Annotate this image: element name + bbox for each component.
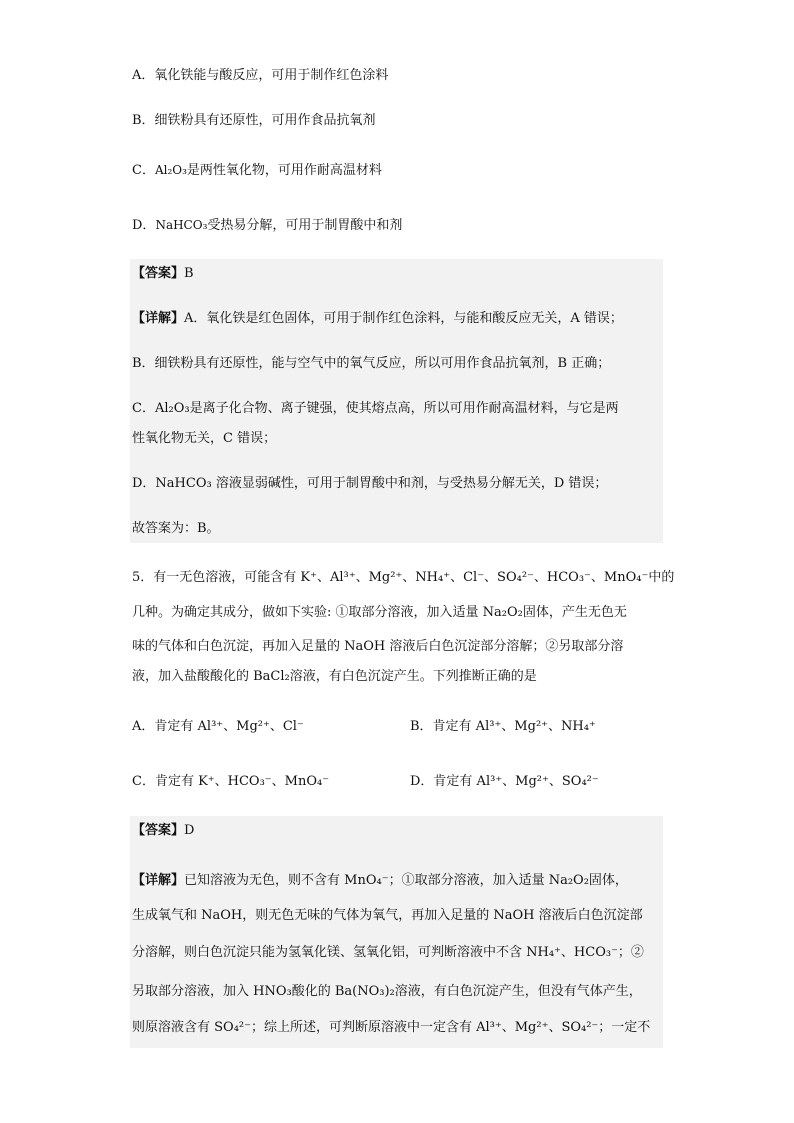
q4-detail-1-text: A．氧化铁是红色固体，可用于制作红色涂料，与能和酸反应无关，A 错误； xyxy=(184,311,623,326)
q5-stem-2: 几种。为确定其成分，做如下实验: ①取部分溶液，加入适量 Na₂O₂固体，产生无色无 xyxy=(132,605,627,620)
q4-option-c xyxy=(132,161,382,180)
q5-stem-3: 味的气体和白色沉淀，再加入足量的 NaOH 溶液后白色沉淀部分溶解；②另取部分溶 xyxy=(132,639,624,654)
q4-option-d-text: 受热易分解，可用于制胃酸中和剂 xyxy=(207,218,403,233)
q4-detail-label: 【详解】 xyxy=(132,311,185,326)
q4-option-c-prefix: C． xyxy=(132,163,155,178)
q5-detail-5: 则原溶液含有 SO₄²⁻；综上所述，可判断原溶液中一定含有 Al³⁺、Mg²⁺、SO₄²⁻；一定不 xyxy=(132,1020,651,1035)
q4-detail-2: B．细铁粉具有还原性，能与空气中的氧气反应，所以可用作食品抗氧剂，B 正确； xyxy=(132,356,611,371)
q4-option-c-text: 是两性氧化物，可用作耐高温材料 xyxy=(186,163,382,178)
q5-stem-1: 5．有一无色溶液，可能含有 K⁺、Al³⁺、Mg²⁺、NH₄⁺、Cl⁻、SO₄²⁻、HCO₃⁻、MnO₄⁻中的 xyxy=(132,570,675,585)
q4-option-b: B．细铁粉具有还原性，可用作食品抗氧剂 xyxy=(132,113,376,128)
q4-option-d-prefix: D． xyxy=(132,218,156,233)
q5-option-a: A．肯定有 Al³⁺、Mg²⁺、Cl⁻ xyxy=(132,719,304,734)
q4-option-a: A．氧化铁能与酸反应，可用于制作红色涂料 xyxy=(132,68,389,83)
q4-answer-value: B xyxy=(184,266,194,281)
q5-option-b: B．肯定有 Al³⁺、Mg²⁺、NH₄⁺ xyxy=(410,719,596,734)
q5-answer-block xyxy=(130,816,663,1048)
q5-detail-4: 另取部分溶液，加入 HNO₃酸化的 Ba(NO₃)₂溶液，有白色沉淀产生，但没有气体产生， xyxy=(132,984,642,999)
q5-detail-3: 分溶解，则白色沉淀只能为氢氧化镁、氢氧化铝，可判断溶液中不含 NH₄⁺、HCO₃⁻；② xyxy=(132,945,644,960)
q4-detail-3b: 性氧化物无关，C 错误； xyxy=(132,431,277,446)
q5-detail-2: 生成氧气和 NaOH，则无色无味的气体为氧气，再加入足量的 NaOH 溶液后白色沉淀部 xyxy=(132,908,643,923)
q5-option-c: C．肯定有 K⁺、HCO₃⁻、MnO₄⁻ xyxy=(132,774,330,789)
q5-answer-label: 【答案】 xyxy=(132,823,185,838)
q4-answer-label: 【答案】 xyxy=(132,266,185,281)
q5-option-d: D．肯定有 Al³⁺、Mg²⁺、SO₄²⁻ xyxy=(410,774,599,789)
q4-detail-3a: C．Al₂O₃是离子化合物、离子键强，使其熔点高，所以可用作耐高温材料，与它是两 xyxy=(132,401,619,416)
q4-detail-4: D．NaHCO₃ 溶液显弱碱性，可用于制胃酸中和剂，与受热易分解无关，D 错误； xyxy=(132,476,608,491)
q4-answer xyxy=(132,265,194,283)
q4-option-d xyxy=(132,216,402,235)
q5-stem-4: 液，加入盐酸酸化的 BaCl₂溶液，有白色沉淀产生。下列推断正确的是 xyxy=(132,669,537,684)
q5-answer xyxy=(132,822,194,840)
q4-conclusion: 故答案为：B。 xyxy=(132,521,220,536)
q4-option-d-formula: NaHCO₃ xyxy=(155,218,208,232)
q4-option-c-formula: Al₂O₃ xyxy=(154,163,187,177)
q5-detail-label: 【详解】 xyxy=(132,873,185,888)
q4-detail-1 xyxy=(132,310,623,328)
q5-detail-1-text: 已知溶液为无色，则不含有 MnO₄⁻；①取部分溶液，加入适量 Na₂O₂固体， xyxy=(184,873,628,888)
q5-answer-value: D xyxy=(184,823,195,838)
q5-detail-1 xyxy=(132,872,628,890)
